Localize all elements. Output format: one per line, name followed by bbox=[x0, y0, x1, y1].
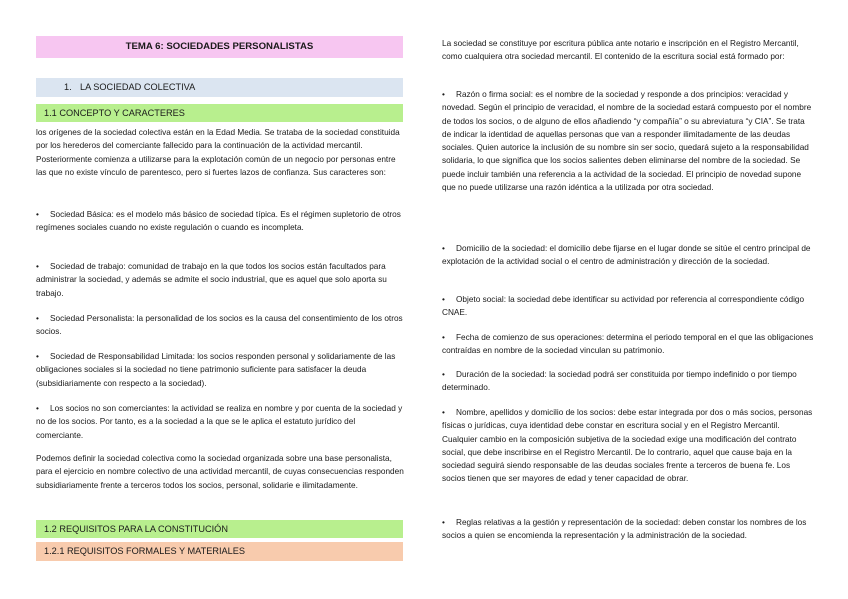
constitution-paragraph: La sociedad se constituye por escritura pública ante notario e inscripción en el Registro Mercantil, como cualquiera otra sociedad mercantil. El contenido de la escritura social está formado por: bbox=[442, 39, 799, 62]
bullet-item bbox=[442, 242, 814, 269]
bullet-glyph: • bbox=[442, 295, 445, 304]
bullet-item bbox=[442, 406, 814, 486]
bullet-glyph: • bbox=[442, 244, 445, 253]
bullet-text: Los socios no son comerciantes: la actividad se realiza en nombre y por cuenta de la sociedad y no de los socios. Por tanto, es a la sociedad a la que se le aplica el estatuto jurídico del comerciante. bbox=[36, 404, 403, 440]
bullet-glyph: • bbox=[442, 408, 445, 417]
section-heading-1-2-1: 1.2.1 REQUISITOS FORMALES Y MATERIALES bbox=[36, 542, 403, 561]
bullet-item bbox=[36, 208, 404, 235]
bullet-glyph: • bbox=[36, 314, 39, 323]
bullet-text: Razón o firma social: es el nombre de la sociedad y responde a dos principios: veracidad y novedad. Según el principio de veracidad, el nombre de la sociedad estará compuesto por el nombre de todos los socios, o de alguno de ellos añadiendo “y compañía” o su abreviatura “y CIA”. Se trata de indicar la identidad de aquellas personas que van a responder ilimitadamente de las deudas sociales. Quien autorice la inclusión de su nombre sin ser socio, quedará sujeto a la responsabilidad solidaria, lo que significa que los socios salientes deben eliminarse del nombre de la sociedad. Se puede incluir también una referencia a la actividad de la sociedad. El principio de novedad supone que no puede utilizarse una razón idéntica a la utilizada por otra sociedad. bbox=[442, 90, 812, 193]
bullet-item bbox=[36, 402, 404, 442]
bullet-item bbox=[442, 368, 814, 395]
bullet-glyph: • bbox=[442, 370, 445, 379]
bullet-text: Reglas relativas a la gestión y representación de la sociedad: deben constar los nombres de los socios a quien se encomienda la representación y la administración de la sociedad. bbox=[442, 518, 807, 541]
bullet-item bbox=[442, 88, 814, 194]
bullet-item bbox=[442, 516, 814, 543]
bullet-text: Fecha de comienzo de sus operaciones: determina el periodo temporal en el que las obligaciones contraídas en nombre de la sociedad vinculan su patrimonio. bbox=[442, 333, 814, 356]
section-heading-1 bbox=[36, 78, 403, 97]
bullet-item bbox=[442, 331, 814, 358]
bullet-text: Duración de la sociedad: la sociedad podrá ser constituida por tiempo indefinido o por tiempo determinado. bbox=[442, 370, 797, 393]
page-title: TEMA 6: SOCIEDADES PERSONALISTAS bbox=[36, 36, 403, 58]
intro-paragraph: los orígenes de la sociedad colectiva están en la Edad Media. Se trataba de la sociedad constituida por los herederos del comerciante fallecido para la continuación de la actividad mercantil. Posteriormente comienza a utilizarse para la explotación común de un negocio por personas entre las que no existe vínculo de parentesco, pero si fuertes lazos de confianza. Sus caracteres son: bbox=[36, 128, 400, 177]
bullet-item bbox=[442, 293, 814, 320]
bullet-text: Sociedad Personalista: la personalidad de los socios es la causa del consentimiento de los otros socios. bbox=[36, 314, 403, 337]
section-label: LA SOCIEDAD COLECTIVA bbox=[80, 82, 196, 92]
section-heading-1-2: 1.2 REQUISITOS PARA LA CONSTITUCIÓN bbox=[36, 520, 403, 538]
bullet-glyph: • bbox=[442, 333, 445, 342]
bullet-glyph: • bbox=[36, 404, 39, 413]
bullet-item bbox=[36, 350, 404, 390]
bullet-text: Objeto social: la sociedad debe identificar su actividad por referencia al correspondiente código CNAE. bbox=[442, 295, 805, 318]
bullet-glyph: • bbox=[442, 90, 445, 99]
bullet-text: Sociedad de Responsabilidad Limitada: los socios responden personal y solidariamente de las obligaciones sociales si la sociedad no tiene patrimonio suficiente para satisfacer la deuda (subsidiariamente con respecto a la sociedad). bbox=[36, 352, 396, 388]
definition-paragraph: Podemos definir la sociedad colectiva como la sociedad organizada sobre una base personalista, para el ejercicio en nombre colectivo de una actividad mercantil, de cuyas consecuencias responden subsidiariamente frente a terceros todos los socios, personal, solidarie e ilimitadamente. bbox=[36, 454, 404, 490]
bullet-text: Domicilio de la sociedad: el domicilio debe fijarse en el lugar donde se sitúe el centro principal de explotación de la actividad social o el centro de administración y dirección de la sociedad. bbox=[442, 244, 811, 267]
bullet-item bbox=[36, 312, 404, 339]
section-heading-1-1: 1.1 CONCEPTO Y CARACTERES bbox=[36, 104, 403, 122]
bullet-glyph: • bbox=[442, 518, 445, 527]
bullet-text: Sociedad Básica: es el modelo más básico de sociedad típica. Es el régimen supletorio de otros regímenes sociales cuando no existe regulación o cuando es incompleta. bbox=[36, 210, 401, 233]
bullet-text: Nombre, apellidos y domicilio de los socios: debe estar integrada por dos o más socios, personas físicas o jurídicas, cuya identidad debe constar en escritura social y en el Registro Mercantil. Cualquier cambio en la composición subjetiva de la sociedad exige una modificación del contrato social, que debe inscribirse en el Registro Mercantil. De lo contrario, aquel que cause baja en la sociedad seguirá siendo responsable de las deudas sociales frente a terceros de buena fe. Los socios tienen que ser mayores de edad y tener capacidad de obrar. bbox=[442, 408, 813, 484]
bullet-glyph: • bbox=[36, 210, 39, 219]
bullet-item bbox=[36, 260, 404, 300]
section-number: 1. bbox=[64, 82, 72, 92]
bullet-glyph: • bbox=[36, 262, 39, 271]
bullet-text: Sociedad de trabajo: comunidad de trabajo en la que todos los socios están facultados para administrar la sociedad, y además se admite el socio industrial, que es aquel que solo aporta su trabajo. bbox=[36, 262, 387, 298]
bullet-glyph: • bbox=[36, 352, 39, 361]
